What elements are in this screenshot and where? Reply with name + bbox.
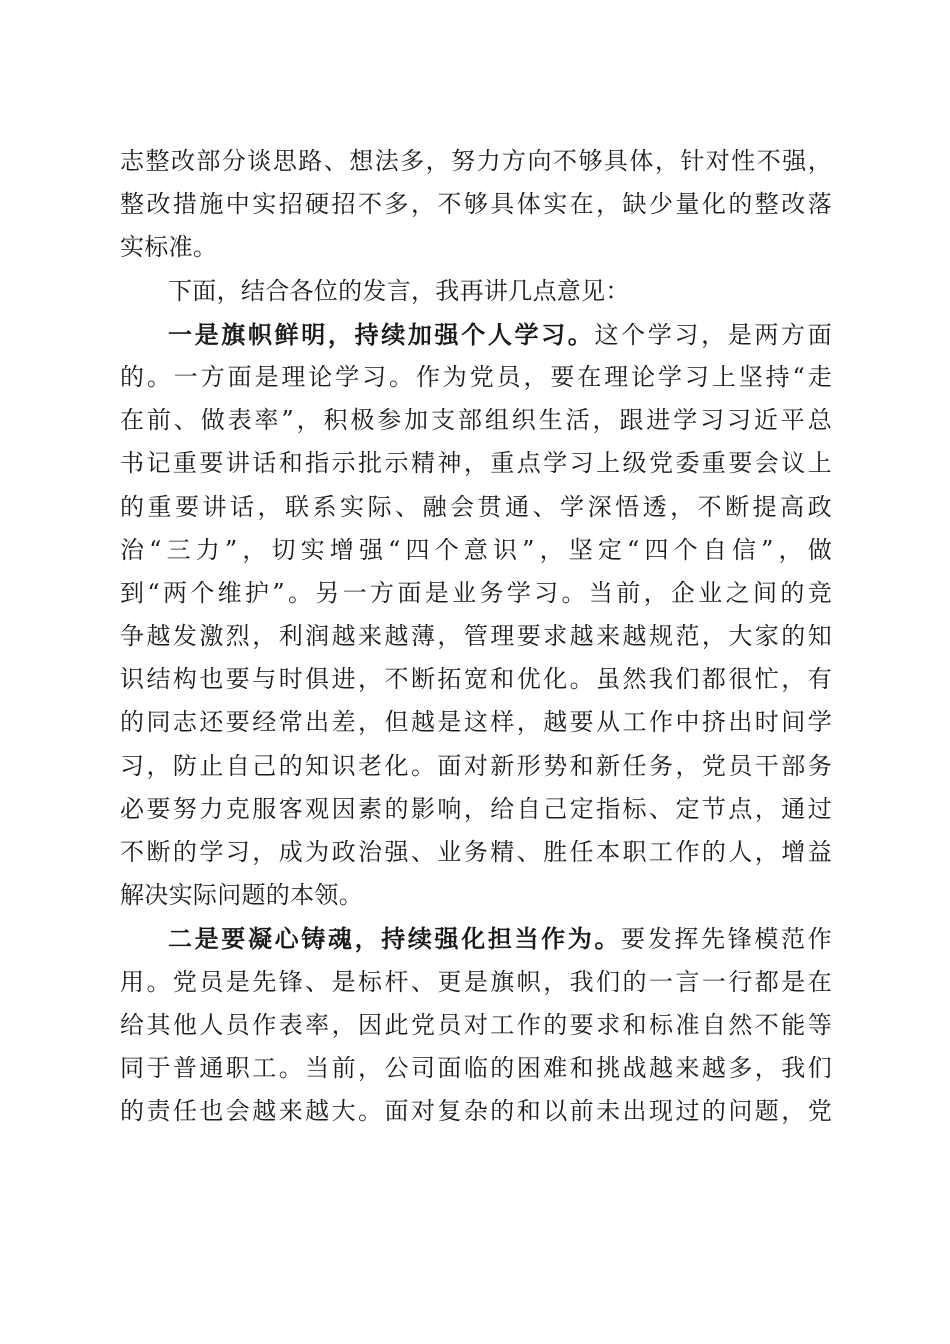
paragraph-3-line-8: 争越发激烈，利润越来越薄，管理要求越来越规范，大家的知 bbox=[120, 622, 832, 651]
paragraph-3-line-14: 解决实际问题的本领。 bbox=[120, 881, 363, 910]
paragraph-3-line-12: 必要努力克服客观因素的影响，给自己定指标、定节点，通过 bbox=[120, 794, 832, 823]
paragraph-1-line-1: 志整改部分谈思路、想法多，努力方向不够具体，针对性不强， bbox=[120, 147, 832, 175]
document-body bbox=[120, 140, 832, 1133]
paragraph-3-line-4: 书记重要讲话和指示批示精神，重点学习上级党委重要会议上 bbox=[120, 449, 832, 478]
paragraph-1-line-2: 整改措施中实招硬招不多，不够具体实在，缺少量化的整改落 bbox=[120, 190, 832, 219]
paragraph-3-line-11: 习，防止自己的知识老化。面对新形势和新任务，党员干部务 bbox=[120, 751, 832, 780]
paragraph-1-line-3: 实标准。 bbox=[120, 233, 218, 262]
paragraph-3-line-3: 在前、做表率”，积极参加支部组织生活，跟进学习习近平总 bbox=[120, 406, 832, 435]
paragraph-2-line-1: 下面，结合各位的发言，我再讲几点意见： bbox=[168, 276, 630, 305]
paragraph-4-line-3: 给其他人员作表率，因此党员对工作的要求和标准自然不能等 bbox=[120, 1010, 832, 1039]
paragraph-3-line-6: 治“三力”，切实增强“四个意识”，坚定“四个自信”，做 bbox=[120, 535, 832, 564]
paragraph-4-heading: 二是要凝心铸魂，持续强化担当作为。 bbox=[168, 924, 622, 954]
paragraph-3-line-9: 识结构也要与时俱进，不断拓宽和优化。虽然我们都很忙，有 bbox=[120, 665, 832, 694]
paragraph-3-heading: 一是旗帜鲜明，持续加强个人学习。 bbox=[168, 319, 595, 349]
paragraph-3-line-2: 的。一方面是理论学习。作为党员，要在理论学习上坚持“走 bbox=[120, 362, 832, 391]
paragraph-4-line-1-rest: 要发挥先锋模范作 bbox=[621, 925, 832, 954]
paragraph-3-line-5: 的重要讲话，联系实际、融会贯通、学深悟透，不断提高政 bbox=[120, 492, 832, 521]
paragraph-3-line-13: 不断的学习，成为政治强、业务精、胜任本职工作的人，增益 bbox=[120, 838, 832, 866]
paragraph-3-line-1-rest: 这个学习，是两方面 bbox=[594, 320, 832, 349]
paragraph-4-line-1 bbox=[120, 917, 832, 960]
paragraph-3-line-1 bbox=[120, 313, 832, 356]
paragraph-4-line-2: 用。党员是先锋、是标杆、更是旗帜，我们的一言一行都是在 bbox=[120, 967, 832, 996]
paragraph-3-line-7: 到“两个维护”。另一方面是业务学习。当前，企业之间的竞 bbox=[120, 578, 832, 607]
paragraph-4-line-4: 同于普通职工。当前，公司面临的困难和挑战越来越多，我们 bbox=[120, 1053, 832, 1082]
paragraph-4-line-5: 的责任也会越来越大。面对复杂的和以前未出现过的问题，党 bbox=[120, 1097, 832, 1126]
paragraph-3-line-10: 的同志还要经常出差，但越是这样，越要从工作中挤出时间学 bbox=[120, 708, 832, 737]
